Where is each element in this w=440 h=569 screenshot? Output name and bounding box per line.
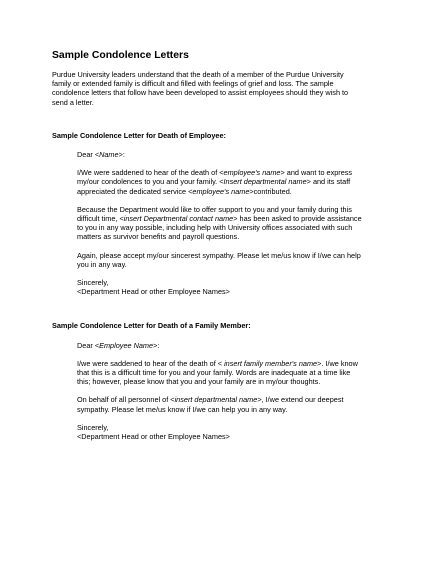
placeholder-employee-name: employee's name [223,168,281,178]
family-letter-closing [77,423,392,441]
family-letter-section [52,321,392,441]
salutation-prefix: Dear < [77,340,100,350]
family-letter-paragraph-1 [77,359,392,387]
letter-line: that this is a difficult time for you and your family. Words are inadequate at a time like [77,368,351,378]
employee-letter-paragraph-2 [77,205,392,242]
document-page [52,49,392,441]
employee-letter-paragraph-1 [77,168,392,196]
closing-line: Sincerely, [77,278,109,288]
document-title: Sample Condolence Letters [52,50,189,61]
placeholder-employee-name: employee's name [192,186,250,196]
letter-line: difficult time, <insert Departmental contact name> has been asked to provide assistance [77,214,362,224]
employee-letter-salutation [77,150,392,159]
salutation-suffix: >: [153,340,160,350]
letter-line: appreciated the dedicated service <employee's name>contributed. [77,186,292,196]
employee-letter-section [52,131,392,297]
intro-line: send a letter. [52,97,94,107]
employee-letter-heading: Sample Condolence Letter for Death of Employee: [52,130,226,140]
letter-line: to you in any way possible, including help with University offices associated with such [77,223,353,233]
employee-letter-paragraph-3 [77,251,392,269]
placeholder-contact-name: insert Departmental contact name [123,214,234,224]
letter-line: my/our condolences to you and your family. <Insert departmental name> and its staff [77,177,351,187]
letter-line: you in any way. [77,259,127,269]
placeholder-family-member-name: insert family member's name [224,358,318,368]
letter-line: On behalf of all personnel of <insert departmental name>, I/we extend our deepest [77,395,344,405]
intro-line: Purdue University leaders understand that the death of a member of the Purdue University [52,70,344,79]
placeholder-department-name: insert departmental name [174,395,258,405]
letter-line: I/We were saddened to hear of the death of <employee's name> and want to express [77,168,353,178]
letter-line: sympathy. Please let me/us know if I/we can help you in any way. [77,404,288,414]
employee-letter-body [52,150,392,296]
family-letter-body [52,341,392,442]
employee-letter-closing [77,278,392,296]
letter-line: Again, please accept my/our sincerest sympathy. Please let me/us know if I/we can help [77,250,361,260]
intro-paragraph [52,70,392,107]
salutation-suffix: >: [118,150,125,160]
letter-line: matters as survivor benefits and payroll questions. [77,232,240,242]
family-letter-salutation [77,341,392,350]
family-letter-heading: Sample Condolence Letter for Death of a Family Member: [52,321,251,331]
intro-line: condolence letters that follow have been developed to assist employees should they wish to [52,88,349,98]
family-letter-paragraph-2 [77,395,392,413]
salutation-prefix: Dear < [77,150,100,160]
letter-line: I/we were saddened to hear of the death of < insert family member's name>. I/we know [77,358,358,368]
placeholder-department-name: Insert departmental name [223,177,307,187]
intro-line: family or extended family is difficult and filled with feelings of grief and loss. The sample [52,79,334,89]
signature-line: <Department Head or other Employee Names> [77,432,230,442]
signature-line: <Department Head or other Employee Names> [77,287,230,297]
salutation-placeholder: Employee Name [99,340,154,350]
closing-line: Sincerely, [77,422,109,432]
salutation-placeholder: Name [99,150,119,160]
letter-line: this; however, please know that you and your family are in my/our thoughts. [77,377,321,387]
letter-line: Because the Department would like to offer support to you and your family during this [77,204,352,214]
